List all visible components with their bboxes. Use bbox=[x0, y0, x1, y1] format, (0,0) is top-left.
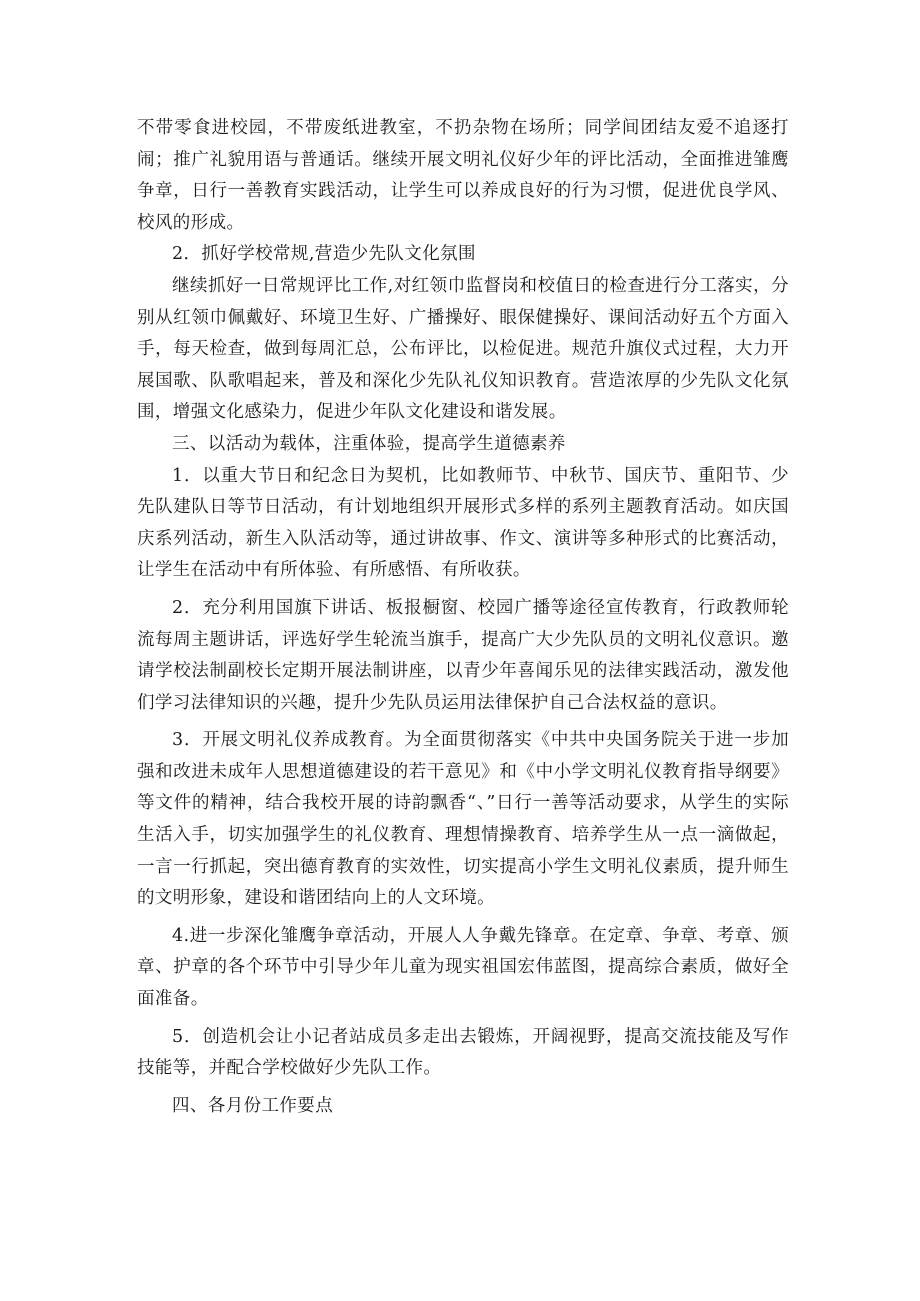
paragraph-daily-routine: 继续抓好一日常规评比工作,对红领巾监督岗和校值日的检查进行分工落实，分别从红领巾佩戴好、环境卫生好、广播操好、眼保健操好、课间活动好五个方面入手，每天检查，做到每周汇总，公布评比，以检促进。规范升旗仪式过程，大力开展国歌、队歌唱起来，普及和深化少先队礼仪知识教育。营造浓厚的少先队文化氛围，增强文化感染力，促进少年队文化建设和谐发展。 bbox=[137, 275, 789, 423]
subheading-school-routine: 2．抓好学校常规,营造少先队文化氛围 bbox=[172, 244, 476, 265]
document-body bbox=[137, 113, 789, 1122]
section-heading-monthly: 四、各月份工作要点 bbox=[172, 1095, 334, 1116]
paragraph-item-1: 1．以重大节日和纪念日为契机，比如教师节、中秋节、国庆节、重阳节、少先队建队日等节日活动，有计划地组织开展形式多样的系列主题教育活动。如庆国庆系列活动，新生入队活动等，通过讲故事、作文、演讲等多种形式的比赛活动，让学生在活动中有所体验、有所感悟、有所收获。 bbox=[137, 465, 789, 581]
paragraph-item-2: 2．充分利用国旗下讲话、板报橱窗、校园广播等途径宣传教育，行政教师轮流每周主题讲话，评选好学生轮流当旗手，提高广大少先队员的文明礼仪意识。邀请学校法制副校长定期开展法制讲座，以青少年喜闻乐见的法律实践活动，激发他们学习法律知识的兴趣，提升少先队员运用法律保护自己合法权益的意识。 bbox=[137, 597, 789, 713]
section-heading-activities: 三、以活动为载体，注重体验，提高学生道德素养 bbox=[172, 433, 566, 454]
paragraph-continuation: 不带零食进校园，不带废纸进教室，不扔杂物在场所；同学间团结友爱不追逐打闹；推广礼貌用语与普通话。继续开展文明礼仪好少年的评比活动，全面推进雏鹰争章，日行一善教育实践活动，让学生可以养成良好的行为习惯，促进优良学风、校风的形成。 bbox=[137, 118, 789, 233]
paragraph-item-4: 4.进一步深化雏鹰争章活动，开展人人争戴先锋章。在定章、争章、考章、颁章、护章的各个环节中引导少年儿童为现实祖国宏伟蓝图，提高综合素质，做好全面准备。 bbox=[137, 925, 789, 1010]
paragraph-item-3: 3．开展文明礼仪养成教育。为全面贯彻落实《中共中央国务院关于进一步加强和改进未成年人思想道德建设的若干意见》和《中小学文明礼仪教育指导纲要》等文件的精神，结合我校开展的诗韵飘香“、”日行一善等活动要求，从学生的实际生活入手，切实加强学生的礼仪教育、理想情操教育、培养学生从一点一滴做起，一言一行抓起，突出德育教育的实效性，切实提高小学生文明礼仪素质，提升师生的文明形象，建设和谐团结向上的人文环境。 bbox=[137, 730, 789, 909]
paragraph-item-5: 5．创造机会让小记者站成员多走出去锻炼，开阔视野，提高交流技能及写作技能等，并配合学校做好少先队工作。 bbox=[137, 1026, 789, 1079]
